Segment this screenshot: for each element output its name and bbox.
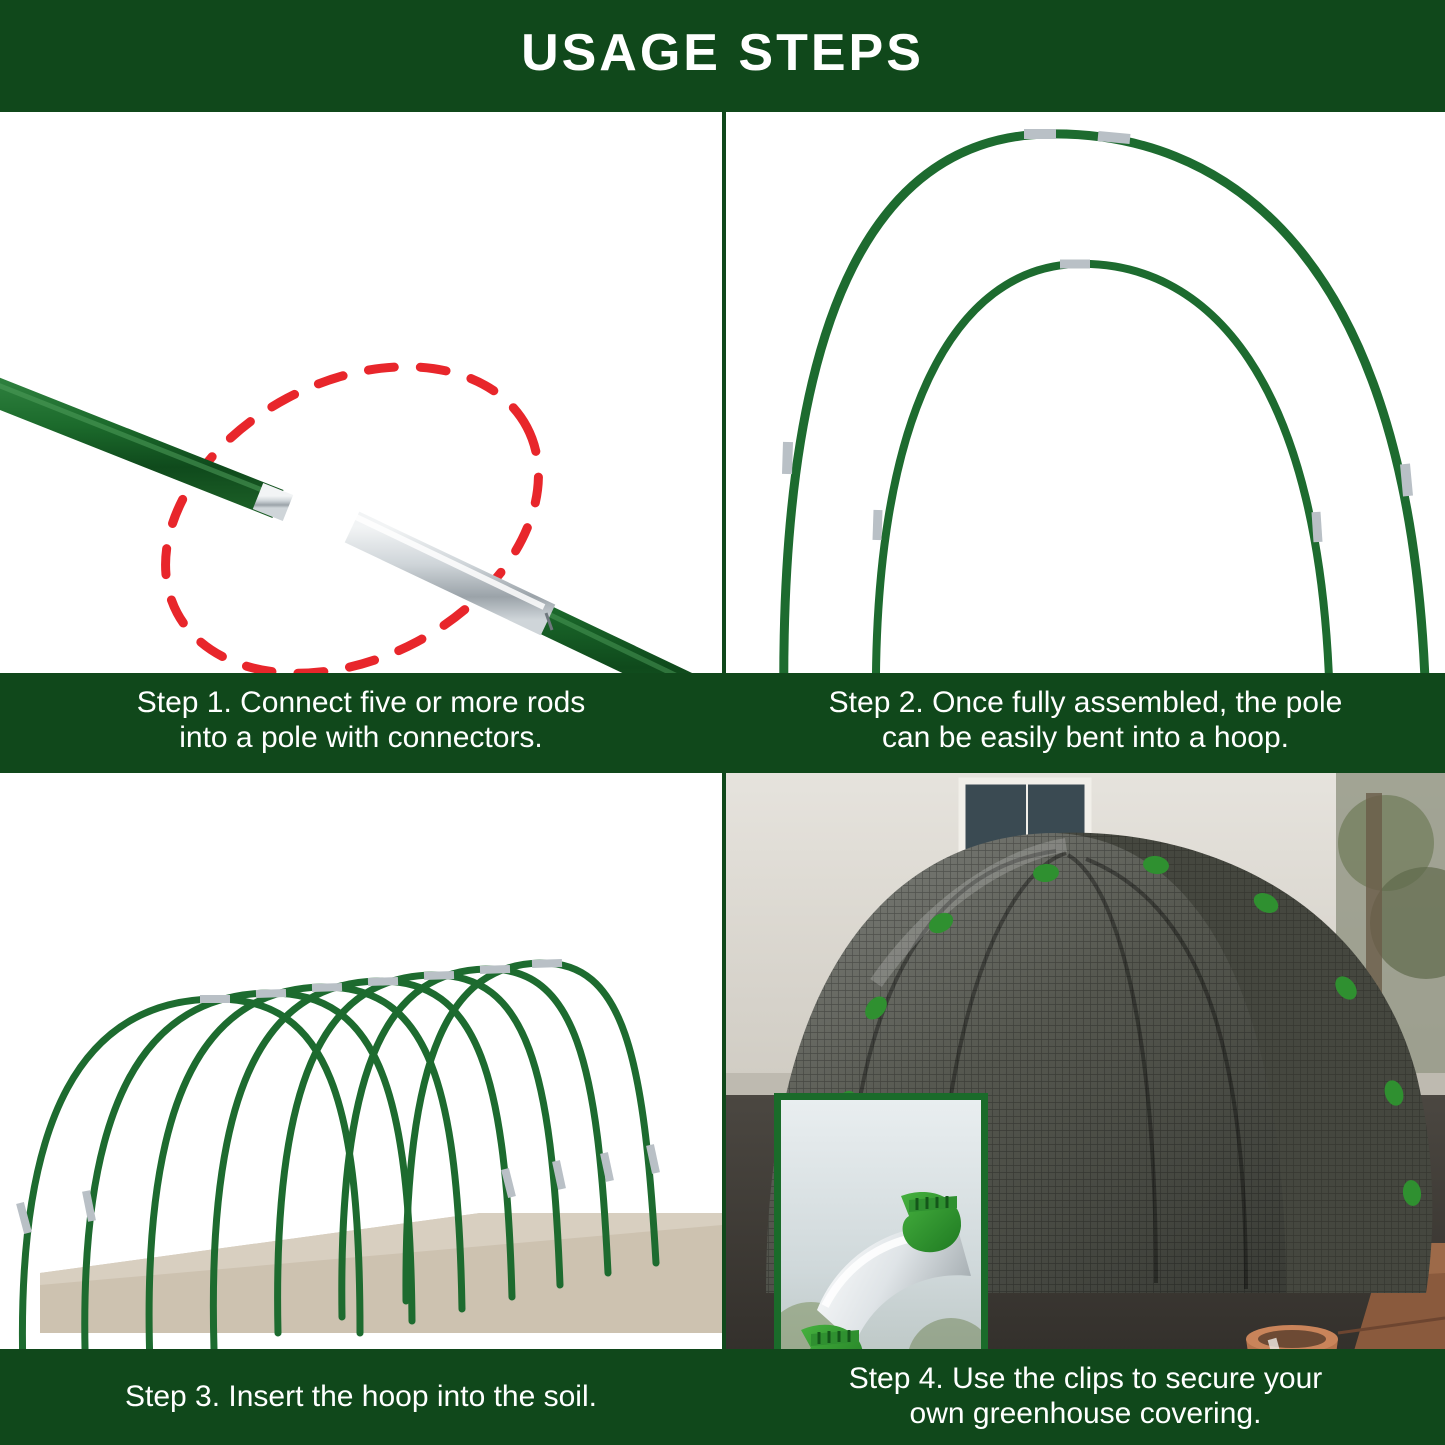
left-rod xyxy=(0,374,288,508)
caption-step-2-line-2: can be easily bent into a hoop. xyxy=(882,721,1289,754)
steps-grid xyxy=(0,112,1445,1445)
clip-closeup-inset xyxy=(774,1093,988,1393)
panel-step-4 xyxy=(726,773,1445,1445)
vertical-divider xyxy=(722,112,726,1445)
caption-step-1-line-1: Step 1. Connect five or more rods xyxy=(136,686,586,720)
hoops-in-soil-illustration xyxy=(0,773,722,1445)
clip-upper xyxy=(901,1192,961,1252)
caption-step-4-line-2: own greenhouse covering. xyxy=(909,1397,1262,1430)
caption-step-2-line-1: Step 2. Once fully assembled, the pole xyxy=(828,686,1343,720)
caption-step-2 xyxy=(726,673,1445,769)
inner-hoop xyxy=(876,264,1330,712)
caption-step-1-line-2: into a pole with connectors. xyxy=(179,721,543,754)
caption-step-4 xyxy=(726,1349,1445,1445)
panel-step-2 xyxy=(726,112,1445,769)
caption-step-4-line-1: Step 4. Use the clips to secure your xyxy=(848,1362,1323,1396)
panel-step-3 xyxy=(0,773,722,1445)
horizontal-divider xyxy=(0,769,1445,773)
page-title: USAGE STEPS xyxy=(521,24,924,82)
caption-step-3-line-1: Step 3. Insert the hoop into the soil. xyxy=(125,1379,597,1413)
caption-step-3 xyxy=(0,1349,722,1445)
caption-step-1 xyxy=(0,673,722,769)
header-bar xyxy=(0,0,1445,112)
dashed-highlight-ellipse xyxy=(112,305,591,735)
panel-step-1 xyxy=(0,112,722,769)
bent-hoop-illustration xyxy=(726,112,1445,769)
clip-closeup-illustration xyxy=(781,1100,981,1386)
soil-bed xyxy=(40,1213,722,1333)
rod-and-connector-illustration xyxy=(0,112,722,769)
